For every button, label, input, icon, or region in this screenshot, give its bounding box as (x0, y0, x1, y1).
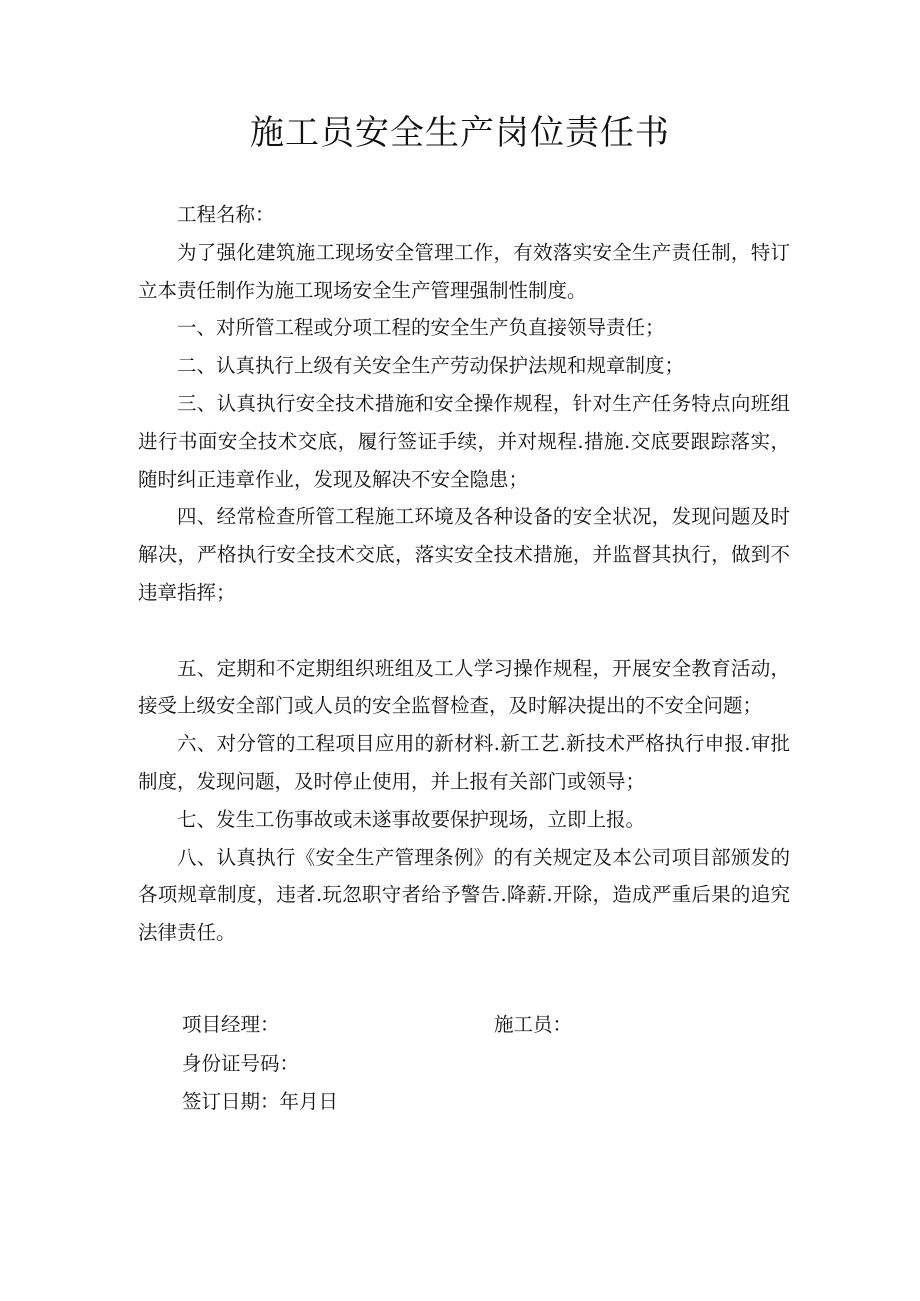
signature-row-3 (138, 1083, 790, 1122)
clause-6: 六、对分管的工程项目应用的新材料.新工艺.新技术严格执行申报.审批制度，发现问题，及时停止使用，并上报有关部门或领导； (138, 732, 790, 793)
document-title: 施工员安全生产岗位责任书 (250, 113, 670, 153)
id-number-label: 身份证号码： (182, 1051, 300, 1075)
project-name-label: 工程名称： (177, 203, 275, 226)
intro-paragraph: 为了强化建筑施工现场安全管理工作，有效落实安全生产责任制，特订立本责任制作为施工现场安全生产管理强制性制度。 (138, 240, 790, 302)
clause-2: 二、认真执行上级有关安全生产劳动保护法规和规章制度； (177, 354, 685, 378)
signature-row-2 (138, 1045, 790, 1084)
constructor-label: 施工员： (494, 1013, 573, 1036)
clause-4: 四、经常检查所管工程施工环境及各种设备的安全状况，发现问题及时解决，严格执行安全技术交底，落实安全技术措施，并监督其执行，做到不违章指挥； (138, 505, 790, 604)
project-manager-label: 项目经理： (182, 1013, 280, 1036)
clause-5: 五、定期和不定期组织班组及工人学习操作规程，开展安全教育活动，接受上级安全部门或人员的安全监督检查，及时解决提出的不安全问题； (138, 656, 790, 718)
clause-7: 七、发生工伤事故或未遂事故要保护现场，立即上报。 (177, 807, 646, 831)
clause-8: 八、认真执行《安全生产管理条例》的有关规定及本公司项目部颁发的各项规章制度，违者.玩忽职守者给予警告.降薪.开除，造成严重后果的追究法律责任。 (138, 845, 790, 945)
signature-row-1 (138, 1006, 790, 1045)
document-body (138, 196, 790, 952)
clause-3: 三、认真执行安全技术措施和安全操作规程，针对生产任务特点向班组进行书面安全技术交底，履行签证手续，并对规程.措施.交底要跟踪落实，随时纠正违章作业，发现及解决不安全隐患； (138, 391, 790, 491)
signature-block (138, 1006, 790, 1122)
clause-1: 一、对所管工程或分项工程的安全生产负直接领导责任； (177, 316, 665, 340)
sign-date-label: 签订日期：年月日 (182, 1090, 339, 1113)
